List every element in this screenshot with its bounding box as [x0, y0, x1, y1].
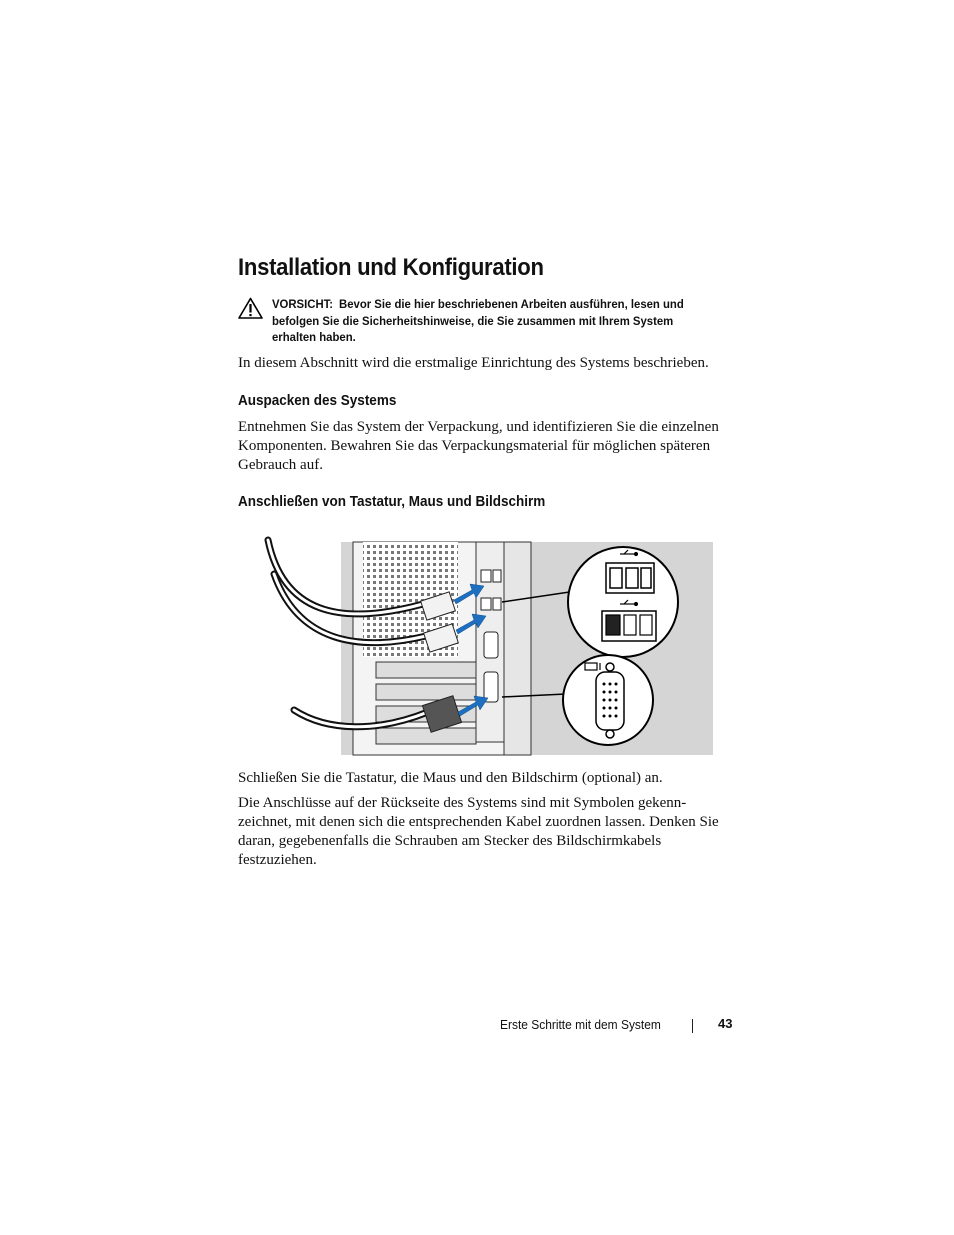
footer-separator: [692, 1019, 693, 1033]
connect-paragraph-1: Schließen Sie die Tastatur, die Maus und den Bildschirm (optional) an.: [238, 770, 663, 786]
intro-paragraph: In diesem Abschnitt wird die erstmalige Einrichtung des Systems beschrieben.: [238, 355, 709, 371]
unpacking-paragraph: Entnehmen Sie das System der Verpackung, und identifizieren Sie die einzelnen Komponenten. Bewahren Sie das Verpackungsmaterial für möglichen späteren Gebrauch auf.: [238, 419, 719, 473]
caution-body: Bevor Sie die hier beschriebenen Arbeiten ausführen, lesen und befolgen Sie die Sicherheitshinweise, die Sie zusammen mit Ihrem System erhalten haben.: [272, 297, 684, 344]
section-heading-unpacking: Auspacken des Systems: [238, 392, 397, 409]
section-heading-connect: Anschließen von Tastatur, Maus und Bildschirm: [238, 493, 546, 510]
connect-paragraph-2: Die Anschlüsse auf der Rückseite des Systems sind mit Symbolen gekenn-zeichnet, mit denen sich die entsprechenden Kabel zuordnen lassen. Denken Sie daran, gegebenenfalls die Schrauben am Stecker des Bildschirmkabels festzuziehen.: [238, 795, 719, 868]
caution-text: [272, 296, 709, 346]
warning-icon: [238, 297, 263, 319]
network-port-callout: [606, 615, 652, 635]
page-number: 43: [718, 1016, 733, 1031]
chassis-side: [504, 542, 531, 755]
caution-label: VORSICHT:: [272, 297, 334, 311]
footer-title: Erste Schritte mit dem System: [500, 1017, 661, 1032]
connection-illustration: [258, 532, 716, 758]
page-title: Installation und Konfiguration: [238, 254, 544, 281]
